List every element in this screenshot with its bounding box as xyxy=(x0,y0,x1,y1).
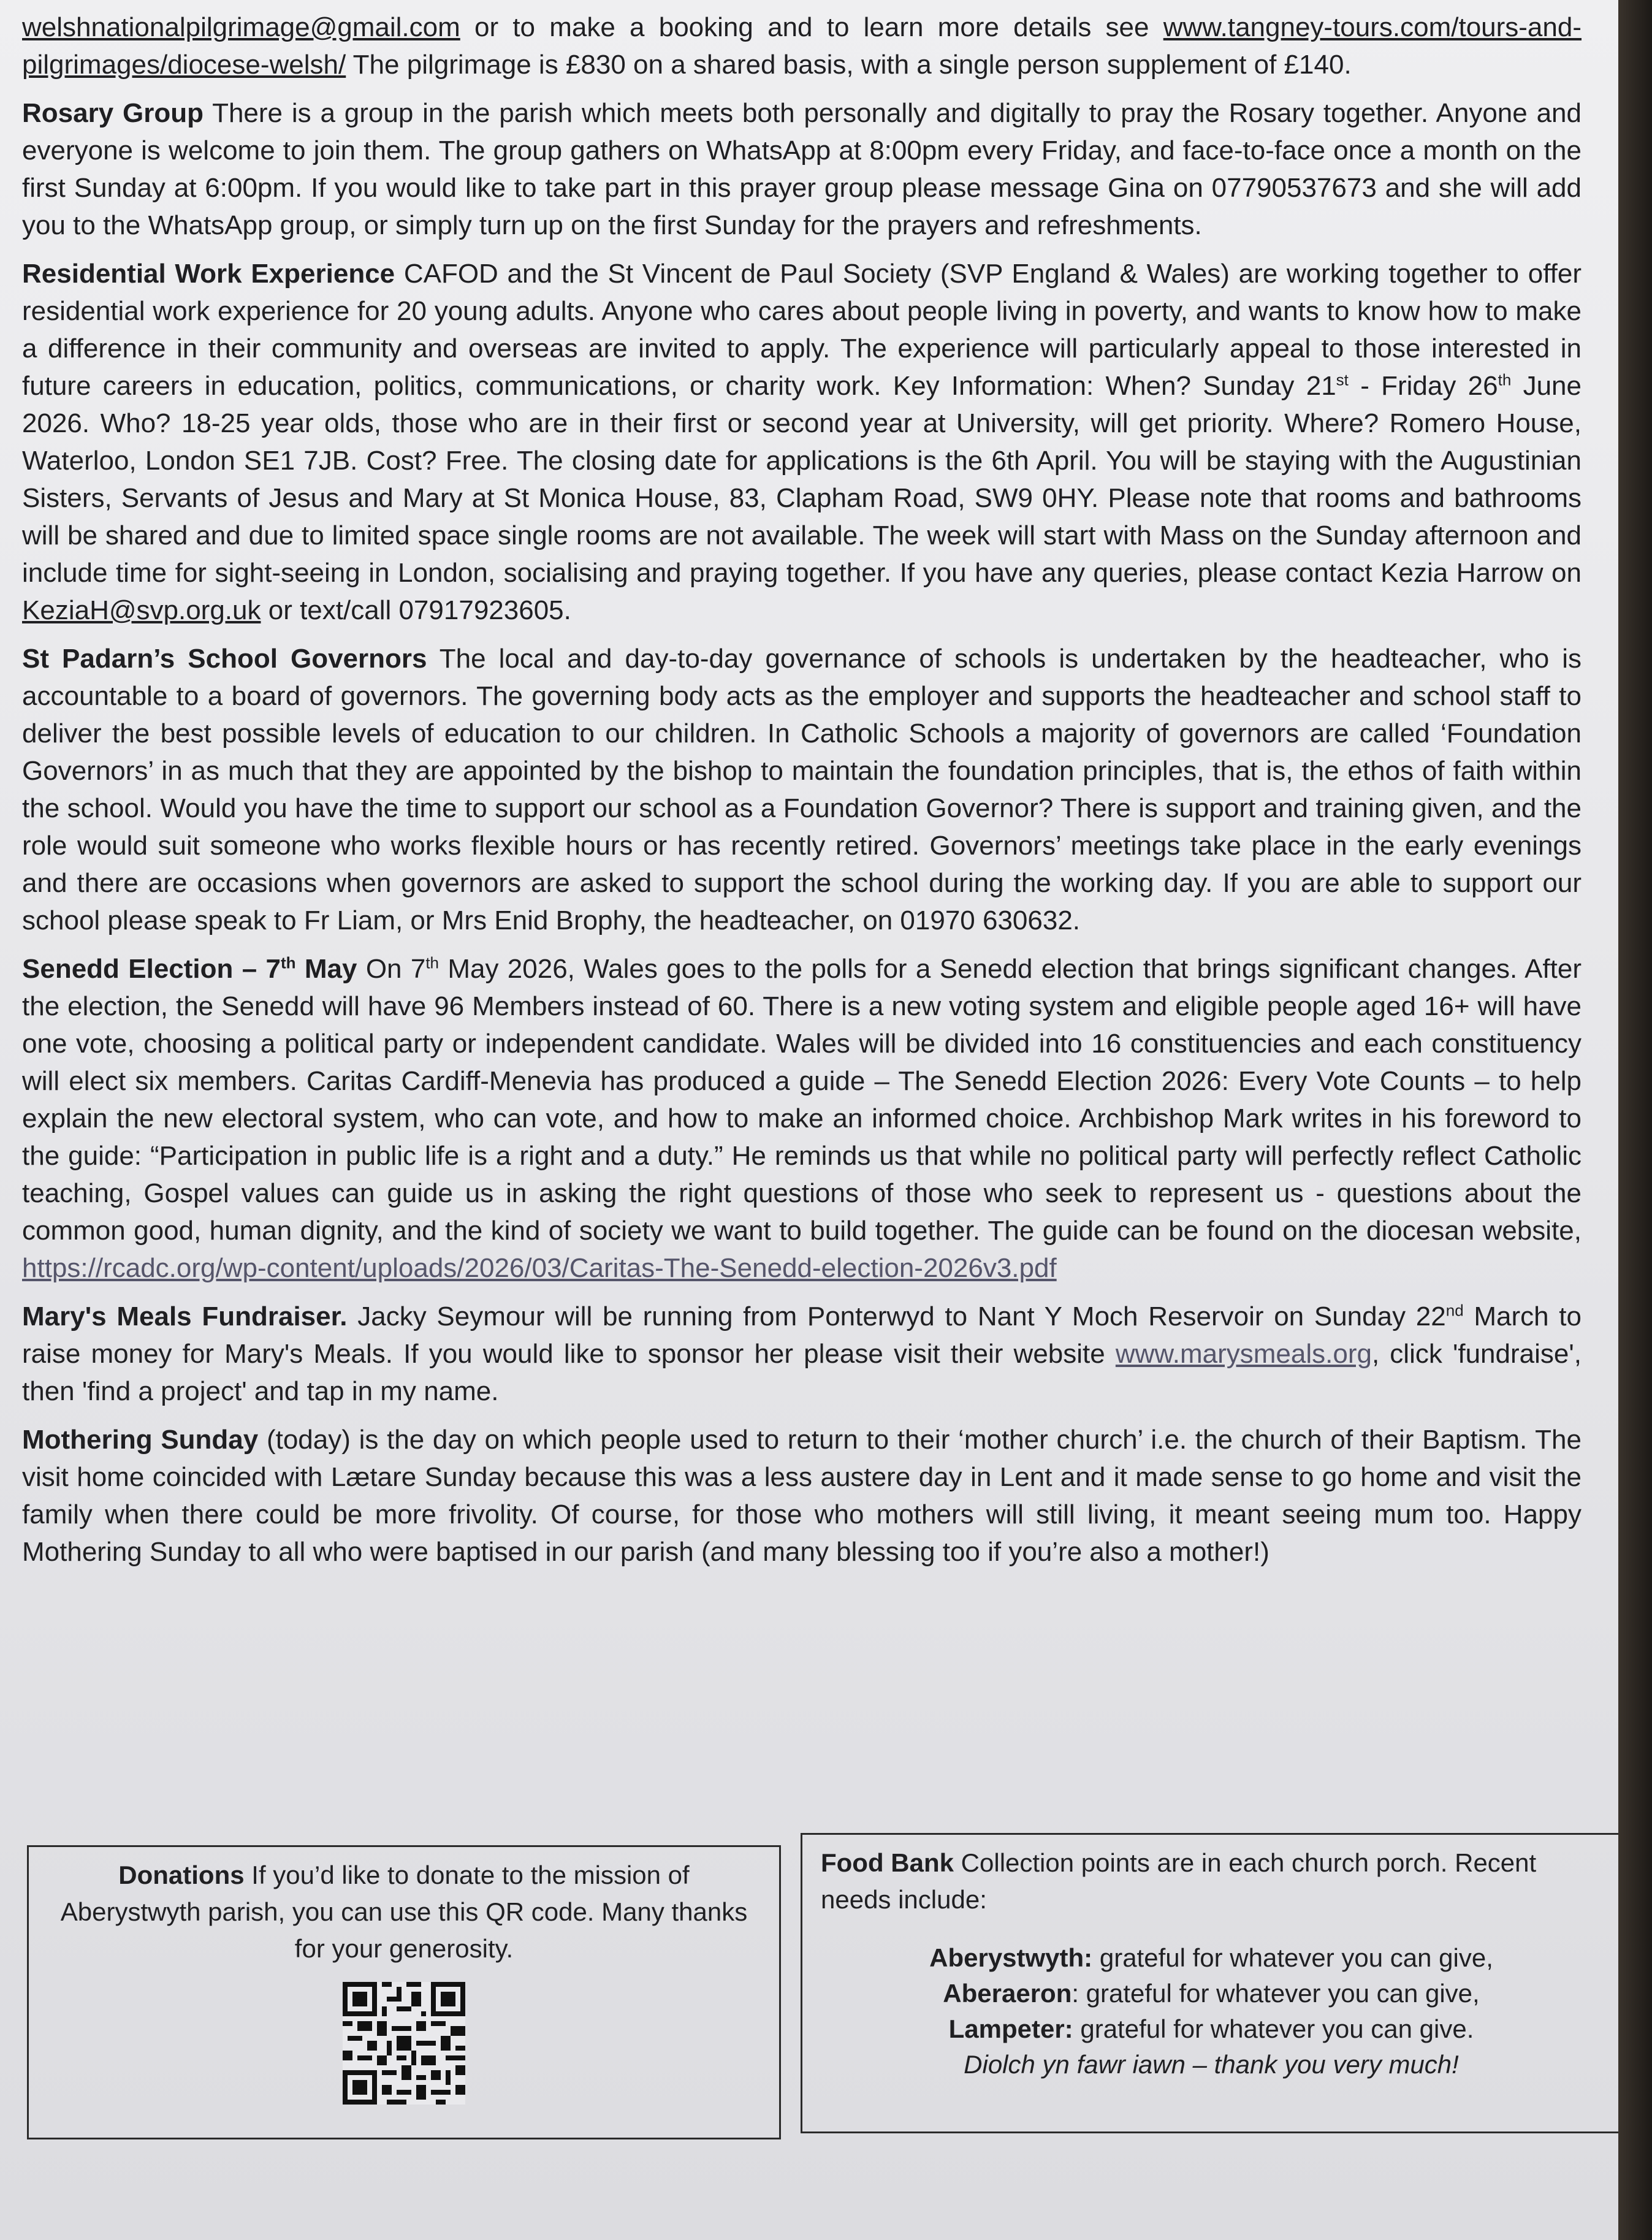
donations-box xyxy=(27,1845,781,2139)
rosary-group-heading: Rosary Group xyxy=(22,98,204,128)
date-suffix: th xyxy=(425,953,439,972)
work-experience-heading: Residential Work Experience xyxy=(22,259,395,289)
date-suffix: nd xyxy=(1445,1301,1464,1320)
kezia-email-link[interactable]: KeziaH@svp.org.uk xyxy=(22,595,261,625)
work-experience-body: CAFOD and the St Vincent de Paul Society (SVP England & Wales) are working together to offer residential work experience for 20 young adults. Anyone who cares about people living in poverty, and wants to know how to make a difference in their community and overseas are invited to apply. The experience will particularly appeal to those interested in future careers in education, politics, communications, or charity work. Key Information: When? Sunday 21 xyxy=(22,259,1582,401)
marys-meals-paragraph xyxy=(22,1298,1582,1410)
marys-meals-link[interactable]: www.marysmeals.org xyxy=(1115,1339,1372,1369)
marys-meals-body: Jacky Seymour will be running from Ponterwyd to Nant Y Moch Reservoir on Sunday 22 xyxy=(347,1301,1446,1331)
thanks-line: Diolch yn fawr iawn – thank you very much! xyxy=(964,2050,1459,2079)
qr-code-icon[interactable] xyxy=(343,1982,465,2105)
pilgrimage-paragraph xyxy=(22,9,1582,83)
food-bank-needs-list xyxy=(821,1940,1602,2082)
need-text: grateful for whatever you can give. xyxy=(1073,2014,1474,2043)
pilgrimage-email-link[interactable]: welshnationalpilgrimage@gmail.com xyxy=(22,12,460,42)
pilgrimage-price-text: The pilgrimage is £830 on a shared basis, with a single person supplement of £140. xyxy=(346,50,1352,80)
school-governors-heading: St Padarn’s School Governors xyxy=(22,644,427,674)
need-text: grateful for whatever you can give, xyxy=(1092,1943,1493,1972)
mothering-sunday-paragraph xyxy=(22,1421,1582,1571)
list-item xyxy=(821,1976,1602,2011)
place-name: Aberystwyth: xyxy=(929,1943,1093,1972)
donations-heading: Donations xyxy=(118,1861,245,1889)
rosary-group-paragraph xyxy=(22,94,1582,244)
work-experience-body: - Friday 26 xyxy=(1348,371,1498,401)
senedd-heading-text: May xyxy=(295,954,357,984)
donations-text xyxy=(53,1857,755,1967)
mothering-sunday-heading: Mothering Sunday xyxy=(22,1425,259,1455)
date-suffix: st xyxy=(1336,370,1349,389)
list-item xyxy=(821,2011,1602,2047)
food-bank-body: Collection points are in each church porch. Recent needs include: xyxy=(821,1848,1537,1914)
senedd-election-body: On 7 xyxy=(357,954,426,984)
tangney-tours-link[interactable]: www.tangney-tours.com/tours-and-pilgrimages/diocese-welsh/ xyxy=(22,12,1582,80)
need-text: : grateful for whatever you can give, xyxy=(1072,1979,1480,2008)
rosary-group-body: There is a group in the parish which meets both personally and digitally to pray the Rosary together. Anyone and everyone is welcome to join them. The group gathers on WhatsApp at 8:00pm every Friday, and face-to-face once a month on the first Sunday at 6:00pm. If you would like to take part in this prayer group please message Gina on 07790537673 and she will add you to the WhatsApp group, or simply turn up on the first Sunday for the prayers and refreshments. xyxy=(22,98,1582,240)
school-governors-body: The local and day-to-day governance of schools is undertaken by the headteacher, who is accountable to a board of governors. The governing body acts as the employer and supports the headteacher and school staff to deliver the best possible levels of education to our children. In Catholic Schools a majority of governors are called ‘Foundation Governors’ in as much that they are appointed by the bishop to maintain the foundation principles, that is, the ethos of faith within the school. Would you have the time to support our school as a Foundation Governor? There is support and training given, and the role would suit someone who works flexible hours or has recently retired. Governors’ meetings take place in the early evenings and there are occasions when governors are asked to support the school during the working day. If you are able to support our school please speak to Fr Liam, or Mrs Enid Brophy, the headteacher, on 01970 630632. xyxy=(22,644,1582,935)
work-experience-contact: or text/call 07917923605. xyxy=(261,595,571,625)
senedd-heading-text: Senedd Election – 7 xyxy=(22,954,281,984)
food-bank-box xyxy=(801,1833,1622,2133)
food-bank-heading: Food Bank xyxy=(821,1848,954,1877)
senedd-election-body: May 2026, Wales goes to the polls for a Senedd election that brings significant changes. After the election, the Senedd will have 96 Members instead of 60. There is a new voting system and eligible people aged 16+ will have one vote, choosing a political party or independent candidate. Wales will be divided into 16 constituencies and each constituency will elect six members. Caritas Cardiff-Menevia has produced a guide – The Senedd Election 2026: Every Vote Counts – to help explain the new electoral system, who can vote, and how to make an informed choice. Archbishop Mark writes in his foreword to the guide: “Participation in public life is a right and a duty.” He reminds us that while no political party will perfectly reflect Catholic teaching, Gospel values can guide us in asking the right questions of those who seek to represent us - questions about the common good, human dignity, and the kind of society we want to build together. The guide can be found on the diocesan website, xyxy=(22,954,1582,1246)
list-item xyxy=(821,1940,1602,1976)
date-suffix: th xyxy=(281,953,296,972)
place-name: Lampeter: xyxy=(948,2014,1073,2043)
mothering-sunday-body: (today) is the day on which people used to return to their ‘mother church’ i.e. the church of their Baptism. The visit home coincided with Lætare Sunday because this was a less austere day in Lent and it made sense to go home and visit the family when there could be more frivolity. Of course, for those who mothers will still living, it meant seeing mum too. Happy Mothering Sunday to all who were baptised in our parish (and many blessing too if you’re also a mother!) xyxy=(22,1425,1582,1567)
footer-boxes xyxy=(27,1833,1621,2152)
marys-meals-heading: Mary's Meals Fundraiser. xyxy=(22,1301,348,1331)
senedd-election-heading xyxy=(22,954,357,984)
senedd-election-paragraph xyxy=(22,950,1582,1287)
table-background xyxy=(1618,0,1652,2240)
pilgrimage-text: or to make a booking and to learn more details see xyxy=(460,12,1163,42)
marys-meals-body: , click 'fundraise', then 'find a project' and tap in my name. xyxy=(22,1339,1582,1406)
work-experience-paragraph xyxy=(22,255,1582,629)
school-governors-paragraph xyxy=(22,640,1582,939)
date-suffix: th xyxy=(1498,370,1512,389)
work-experience-body: June 2026. Who? 18-25 year olds, those who are in their first or second year at University, will get priority. Where? Romero House, Waterloo, London SE1 7JB. Cost? Free. The closing date for applications is the 6th April. You will be staying with the Augustinian Sisters, Servants of Jesus and Mary at St Monica House, 83, Clapham Road, SW9 0HY. Please note that rooms and bathrooms will be shared and due to limited space single rooms are not available. The week will start with Mass on the Sunday afternoon and include time for sight-seeing in London, socialising and praying together. If you have any queries, please contact Kezia Harrow on xyxy=(22,371,1582,588)
caritas-guide-link[interactable]: https://rcadc.org/wp-content/uploads/2026/03/Caritas-The-Senedd-election-2026v3.pdf xyxy=(22,1253,1057,1283)
donations-body: If you’d like to donate to the mission of Aberystwyth parish, you can use this QR code. Many thanks for your generosity. xyxy=(60,1861,748,1963)
marys-meals-body: March to raise money for Mary's Meals. If you would like to sponsor her please visit their website xyxy=(22,1301,1582,1369)
food-bank-text xyxy=(821,1845,1602,1918)
place-name: Aberaeron xyxy=(943,1979,1072,2008)
